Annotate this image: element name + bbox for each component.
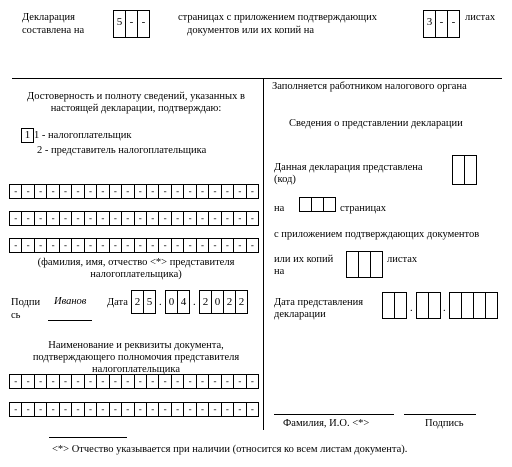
name-cell: - <box>208 212 220 225</box>
name-cell: - <box>134 185 146 198</box>
name-cell: - <box>134 212 146 225</box>
name-cell: - <box>208 185 220 198</box>
name-cell: - <box>171 239 183 252</box>
name-cell: - <box>196 212 208 225</box>
doc-cell: - <box>196 375 208 388</box>
doc-cell: - <box>134 375 146 388</box>
name-cell: - <box>46 185 58 198</box>
sheets-box-right-3[interactable] <box>370 251 383 278</box>
doc-cell: - <box>96 403 108 416</box>
pages-box-right-3[interactable] <box>323 197 336 212</box>
doc-cell: - <box>21 403 33 416</box>
name-cell: - <box>246 239 258 252</box>
name-cell: - <box>109 212 121 225</box>
date-year-3[interactable]: 2 <box>223 290 236 314</box>
doc-cell: - <box>84 375 96 388</box>
fio-label: Фамилия, И.О. <*> <box>283 418 370 429</box>
date-year-2[interactable]: 0 <box>211 290 224 314</box>
rdate-sep-1: . <box>410 303 413 314</box>
doc-cell: - <box>109 375 121 388</box>
name-cell: - <box>109 185 121 198</box>
name-cell: - <box>221 212 233 225</box>
name-cell: - <box>14 186 18 196</box>
confirm-line2: настоящей декларации, подтверждаю: <box>50 103 222 114</box>
rdate-day-2[interactable] <box>394 292 407 319</box>
name-cell: - <box>14 213 18 223</box>
doc-cell: - <box>183 403 195 416</box>
code-box-2[interactable] <box>464 155 477 185</box>
date-month-1[interactable]: 0 <box>165 290 178 314</box>
copies-line1: или их копий <box>274 254 334 265</box>
name-cell: - <box>46 239 58 252</box>
role-option-1: 1 - налогоплательщик <box>34 130 132 141</box>
date-day-2[interactable]: 5 <box>143 290 156 314</box>
attach-box-2[interactable]: - <box>435 10 448 38</box>
submitted-line2: (код) <box>274 174 296 185</box>
on-label: на <box>274 203 285 214</box>
header-middle-line1: страницах с приложением подтверждающих <box>178 12 377 23</box>
name-cell: - <box>96 212 108 225</box>
name-cell: - <box>71 239 83 252</box>
footnote-text: <*> Отчество указывается при наличии (относится ко всем листам документа). <box>52 444 408 455</box>
name-cell: - <box>158 239 170 252</box>
doc-cell: - <box>146 375 158 388</box>
name-cell: - <box>246 185 258 198</box>
name-cell: - <box>96 239 108 252</box>
rdate-year-4[interactable] <box>485 292 498 319</box>
name-cell: - <box>146 185 158 198</box>
doc-cell: - <box>158 403 170 416</box>
name-cell: - <box>183 212 195 225</box>
date-submitted-line1: Дата представления <box>274 297 364 308</box>
date-day-1[interactable]: 2 <box>131 290 144 314</box>
signature-label-line2: сь <box>11 310 21 321</box>
role-box[interactable]: 1 <box>21 128 34 143</box>
signature-label-right: Подпись <box>425 418 464 429</box>
doc-cell: - <box>84 403 96 416</box>
name-cell: - <box>71 212 83 225</box>
name-cell: - <box>134 239 146 252</box>
name-cell: - <box>146 212 158 225</box>
column-divider <box>263 78 264 430</box>
header-label-line2: составлена на <box>22 25 85 36</box>
name-cell: - <box>196 185 208 198</box>
signature-line <box>48 320 92 321</box>
doc-cell: - <box>59 375 71 388</box>
submitted-line1: Данная декларация представлена <box>274 162 423 173</box>
doc-cell: - <box>208 375 220 388</box>
name-cell: - <box>14 240 18 250</box>
tax-officer-title: Заполняется работником налогового органа <box>272 81 467 92</box>
date-submitted-line2: декларации <box>274 309 326 320</box>
name-cell: - <box>71 185 83 198</box>
rdate-sep-2: . <box>443 303 446 314</box>
name-row-3[interactable] <box>9 238 259 253</box>
name-cell: - <box>59 212 71 225</box>
signature-line-right <box>404 414 476 415</box>
name-cell: - <box>233 239 245 252</box>
name-cell: - <box>121 185 133 198</box>
name-cell: - <box>21 239 33 252</box>
attach-text: с приложением подтверждающих документов <box>274 229 480 240</box>
name-cell: - <box>121 239 133 252</box>
signature-label-line1: Подпи <box>11 297 41 308</box>
date-year-4[interactable]: 2 <box>235 290 248 314</box>
date-label: Дата <box>107 297 128 308</box>
doc-cell: - <box>171 403 183 416</box>
name-cell: - <box>109 239 121 252</box>
doc-caption-line3: налогоплательщика <box>92 364 180 375</box>
section-divider <box>12 78 502 79</box>
header-label-line1: Декларация <box>22 12 75 23</box>
name-cell: - <box>59 239 71 252</box>
name-row-2[interactable] <box>9 211 259 226</box>
name-cell: - <box>183 185 195 198</box>
signature-value[interactable]: Иванов <box>54 296 87 307</box>
doc-cell: - <box>221 375 233 388</box>
doc-cell: - <box>208 403 220 416</box>
name-cell: - <box>34 185 46 198</box>
attach-box-3[interactable]: - <box>447 10 460 38</box>
name-caption-line1: (фамилия, имя, отчество <*> представителя <box>37 257 235 268</box>
doc-cell: - <box>96 375 108 388</box>
doc-cell: - <box>71 403 83 416</box>
name-cell: - <box>84 239 96 252</box>
doc-cell: - <box>196 403 208 416</box>
doc-row-2[interactable] <box>9 402 259 417</box>
doc-caption-line1: Наименование и реквизиты документа, <box>48 340 224 351</box>
date-sep-1: . <box>159 297 162 308</box>
name-cell: - <box>34 239 46 252</box>
attach-box-1[interactable]: 3 <box>423 10 436 38</box>
name-cell: - <box>59 185 71 198</box>
doc-row-1[interactable] <box>9 374 259 389</box>
doc-cell: - <box>221 403 233 416</box>
role-option-2: 2 - представитель налогоплательщика <box>37 145 207 156</box>
name-cell: - <box>158 212 170 225</box>
doc-cell: - <box>146 403 158 416</box>
pages-box-3[interactable]: - <box>137 10 150 38</box>
name-cell: - <box>233 212 245 225</box>
doc-cell: - <box>246 375 258 388</box>
doc-cell: - <box>233 403 245 416</box>
name-cell: - <box>171 212 183 225</box>
footnote-divider <box>49 437 127 438</box>
doc-cell: - <box>21 375 33 388</box>
date-month-2[interactable]: 4 <box>177 290 190 314</box>
doc-cell: - <box>59 403 71 416</box>
name-cell: - <box>34 212 46 225</box>
doc-cell: - <box>14 404 18 414</box>
name-cell: - <box>158 185 170 198</box>
sheets-label-right: листах <box>387 254 418 265</box>
doc-cell: - <box>121 403 133 416</box>
name-cell: - <box>84 212 96 225</box>
doc-cell: - <box>34 375 46 388</box>
name-cell: - <box>21 185 33 198</box>
name-cell: - <box>96 185 108 198</box>
doc-cell: - <box>71 375 83 388</box>
name-cell: - <box>208 239 220 252</box>
name-cell: - <box>221 185 233 198</box>
doc-cell: - <box>171 375 183 388</box>
doc-cell: - <box>233 375 245 388</box>
date-year-1[interactable]: 2 <box>199 290 212 314</box>
header-middle-line2: документов или их копий на <box>187 25 315 36</box>
name-caption-line2: налогоплательщика) <box>90 269 182 280</box>
name-cell: - <box>233 185 245 198</box>
doc-cell: - <box>109 403 121 416</box>
doc-caption-line2: подтверждающего полномочия представителя <box>32 352 240 363</box>
doc-cell: - <box>134 403 146 416</box>
name-cell: - <box>221 239 233 252</box>
rdate-month-2[interactable] <box>428 292 441 319</box>
doc-cell: - <box>183 375 195 388</box>
doc-cell: - <box>246 403 258 416</box>
name-cell: - <box>246 212 258 225</box>
pages-label-right: страницах <box>340 203 387 214</box>
name-cell: - <box>21 212 33 225</box>
name-cell: - <box>171 185 183 198</box>
pages-box-2[interactable]: - <box>125 10 138 38</box>
name-cell: - <box>146 239 158 252</box>
doc-cell: - <box>158 375 170 388</box>
name-cell: - <box>46 212 58 225</box>
doc-cell: - <box>46 403 58 416</box>
submission-subtitle: Сведения о представлении декларации <box>289 118 463 129</box>
pages-box-1[interactable]: 5 <box>113 10 126 38</box>
name-cell: - <box>183 239 195 252</box>
fio-line <box>274 414 394 415</box>
confirm-line1: Достоверность и полноту сведений, указанных в <box>27 91 245 102</box>
name-row-1[interactable] <box>9 184 259 199</box>
header-sheets-label: листах <box>465 12 496 23</box>
doc-cell: - <box>34 403 46 416</box>
doc-cell: - <box>14 376 18 386</box>
date-sep-2: . <box>193 297 196 308</box>
name-cell: - <box>84 185 96 198</box>
doc-cell: - <box>46 375 58 388</box>
name-cell: - <box>121 212 133 225</box>
copies-line2: на <box>274 266 285 277</box>
doc-cell: - <box>121 375 133 388</box>
name-cell: - <box>196 239 208 252</box>
